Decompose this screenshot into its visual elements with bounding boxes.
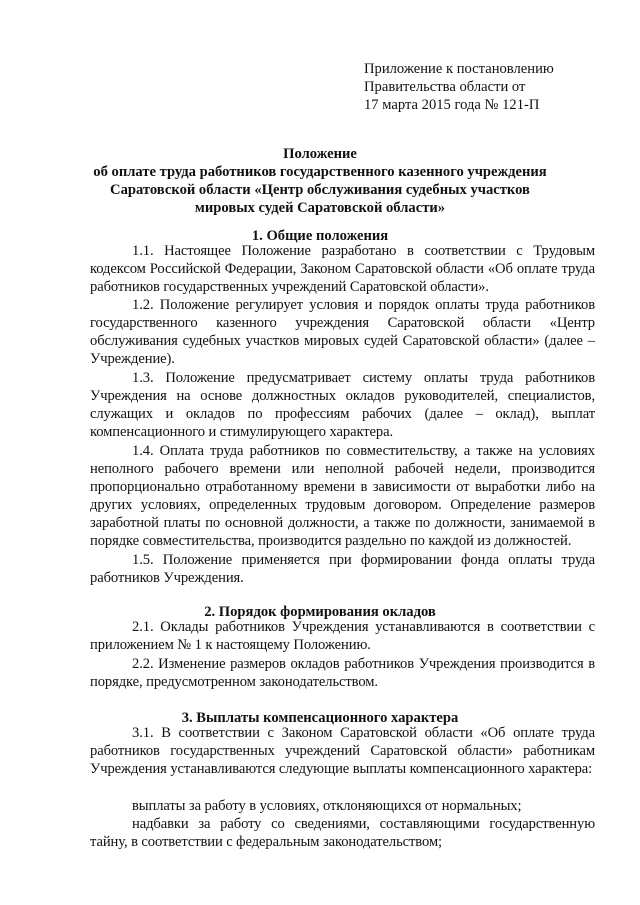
paragraph: 1.5. Положение применяется при формировании фонда оплаты труда работников Учреждения.	[90, 552, 595, 586]
title-line: Положение	[283, 146, 357, 162]
paragraph: 2.2. Изменение размеров окладов работников Учреждения производится в порядке, предусмотренном законодательством.	[90, 656, 595, 690]
paragraph: 1.2. Положение регулирует условия и порядок оплаты труда работников государственного казенного учреждения Саратовской области «Центр обслуживания судебных участков мировых судей Саратовской области» (далее – Учреждение).	[90, 297, 595, 367]
section-heading: 2. Порядок формирования окладов	[204, 604, 436, 620]
appendix-line: 17 марта 2015 года № 121-П	[364, 97, 540, 113]
title-line: Саратовской области «Центр обслуживания судебных участков	[110, 182, 530, 198]
appendix-line: Правительства области от	[364, 79, 526, 95]
paragraph: 2.1. Оклады работников Учреждения устанавливаются в соответствии с приложением № 1 к настоящему Положению.	[90, 619, 595, 653]
paragraph: 3.1. В соответствии с Законом Саратовской области «Об оплате труда работников государственных учреждений Саратовской области» работникам Учреждения устанавливаются следующие выплаты компенсационного характера:	[90, 725, 595, 777]
appendix-line: Приложение к постановлению	[364, 61, 554, 77]
paragraph: выплаты за работу в условиях, отклоняющихся от нормальных;	[132, 798, 522, 814]
section-heading: 1. Общие положения	[251, 228, 389, 244]
paragraph: 1.3. Положение предусматривает систему оплаты труда работников Учреждения на основе должностных окладов руководителей, специалистов, служащих и окладов по профессиям рабочих (далее – оклад), выплат компенсационного и стимулирующего характера.	[90, 370, 595, 440]
section-heading: 3. Выплаты компенсационного характера	[181, 710, 459, 726]
title-line: об оплате труда работников государственного казенного учреждения	[93, 164, 547, 180]
paragraph: 1.4. Оплата труда работников по совместительству, а также на условиях неполного рабочего времени или неполной рабочей недели, производится пропорционально отработанному времени в зависимости от выработки либо на других условиях, определенных трудовым договором. Определение размеров заработной платы по основной должности, а также по должности, занимаемой в порядке совместительства, производится раздельно по каждой из должностей.	[90, 443, 595, 549]
appendix-note	[364, 60, 624, 114]
paragraph: 1.1. Настоящее Положение разработано в соответствии с Трудовым кодексом Российской Федерации, Законом Саратовской области «Об оплате труда работников государственных учреждений Саратовской области».	[90, 243, 595, 295]
document-title	[40, 145, 600, 217]
title-line: мировых судей Саратовской области»	[194, 200, 446, 216]
paragraph: надбавки за работу со сведениями, составляющими государственную тайну, в соответствии с федеральным законодательством;	[90, 816, 595, 850]
